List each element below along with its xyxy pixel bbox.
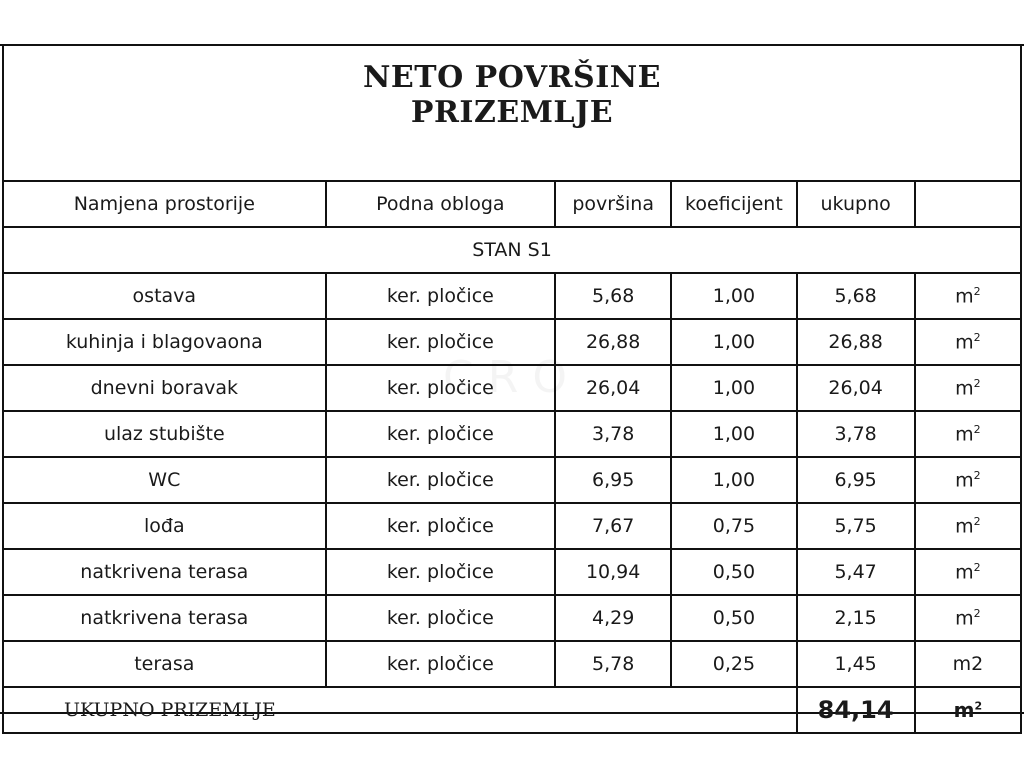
cell-unit: $m^2$ bbox=[915, 457, 1021, 503]
cell-total: 26,04 bbox=[797, 365, 915, 411]
cell-room-purpose: WC bbox=[3, 457, 326, 503]
cell-coefficient: 1,00 bbox=[671, 411, 796, 457]
cell-floor-covering: ker. pločice bbox=[326, 457, 555, 503]
cell-room-purpose: natkrivena terasa bbox=[3, 595, 326, 641]
areas-table bbox=[2, 180, 1022, 734]
header-area: površina bbox=[555, 181, 671, 227]
header-room-purpose: Namjena prostorije bbox=[3, 181, 326, 227]
cell-coefficient: 1,00 bbox=[671, 457, 796, 503]
page-title bbox=[0, 60, 1024, 131]
group-label-stan-s1: STAN S1 bbox=[3, 227, 1021, 273]
table-row bbox=[3, 457, 1021, 503]
cell-floor-covering: ker. pločice bbox=[326, 549, 555, 595]
cell-area: 10,94 bbox=[555, 549, 671, 595]
cell-coefficient: 0,75 bbox=[671, 503, 796, 549]
table-row bbox=[3, 365, 1021, 411]
header-floor-covering: Podna obloga bbox=[326, 181, 555, 227]
cell-coefficient: 1,00 bbox=[671, 319, 796, 365]
cell-area: 4,29 bbox=[555, 595, 671, 641]
cell-area: 7,67 bbox=[555, 503, 671, 549]
cell-unit: $m^2$ bbox=[915, 549, 1021, 595]
page-title-line-1: NETO POVRŠINE bbox=[362, 60, 662, 95]
cell-total: 3,78 bbox=[797, 411, 915, 457]
table-row bbox=[3, 273, 1021, 319]
cell-room-purpose: ostava bbox=[3, 273, 326, 319]
cell-area: 26,88 bbox=[555, 319, 671, 365]
cell-coefficient: 0,50 bbox=[671, 595, 796, 641]
summary-row bbox=[3, 687, 1021, 733]
cell-room-purpose: kuhinja i blagovaona bbox=[3, 319, 326, 365]
cell-area: 5,78 bbox=[555, 641, 671, 687]
header-unit bbox=[915, 181, 1021, 227]
cell-total: 5,75 bbox=[797, 503, 915, 549]
cell-floor-covering: ker. pločice bbox=[326, 411, 555, 457]
cell-floor-covering: ker. pločice bbox=[326, 365, 555, 411]
table-row bbox=[3, 411, 1021, 457]
cell-coefficient: 0,50 bbox=[671, 549, 796, 595]
cell-floor-covering: ker. pločice bbox=[326, 641, 555, 687]
table-header-row bbox=[3, 181, 1021, 227]
header-total: ukupno bbox=[797, 181, 915, 227]
cell-total: 6,95 bbox=[797, 457, 915, 503]
cell-room-purpose: terasa bbox=[3, 641, 326, 687]
cell-room-purpose: lođa bbox=[3, 503, 326, 549]
cell-coefficient: 1,00 bbox=[671, 365, 796, 411]
summary-unit: $m^2$ bbox=[915, 687, 1021, 733]
table-row bbox=[3, 503, 1021, 549]
cell-floor-covering: ker. pločice bbox=[326, 595, 555, 641]
cell-room-purpose: natkrivena terasa bbox=[3, 549, 326, 595]
cell-unit: $m^2$ bbox=[915, 503, 1021, 549]
cell-total: 5,47 bbox=[797, 549, 915, 595]
cell-unit: $m^2$ bbox=[915, 411, 1021, 457]
cell-floor-covering: ker. pločice bbox=[326, 273, 555, 319]
header-coefficient: koeficijent bbox=[671, 181, 796, 227]
cell-room-purpose: ulaz stubište bbox=[3, 411, 326, 457]
cell-area: 26,04 bbox=[555, 365, 671, 411]
cell-unit: $m^2$ bbox=[915, 595, 1021, 641]
cell-total: 5,68 bbox=[797, 273, 915, 319]
cell-room-purpose: dnevni boravak bbox=[3, 365, 326, 411]
summary-value: 84,14 bbox=[797, 687, 915, 733]
cell-coefficient: 1,00 bbox=[671, 273, 796, 319]
cell-unit: m2 bbox=[915, 641, 1021, 687]
cell-floor-covering: ker. pločice bbox=[326, 503, 555, 549]
page-border-top bbox=[0, 44, 1024, 46]
table-row bbox=[3, 319, 1021, 365]
cell-area: 3,78 bbox=[555, 411, 671, 457]
cell-unit: $m^2$ bbox=[915, 365, 1021, 411]
cell-total: 1,45 bbox=[797, 641, 915, 687]
cell-unit: $m^2$ bbox=[915, 273, 1021, 319]
cell-area: 6,95 bbox=[555, 457, 671, 503]
table-row bbox=[3, 641, 1021, 687]
cell-area: 5,68 bbox=[555, 273, 671, 319]
table-row bbox=[3, 549, 1021, 595]
page-title-line-2: PRIZEMLJE bbox=[410, 95, 614, 131]
cell-floor-covering: ker. pločice bbox=[326, 319, 555, 365]
cell-total: 26,88 bbox=[797, 319, 915, 365]
summary-label: UKUPNO PRIZEMLJE bbox=[3, 687, 797, 733]
cell-coefficient: 0,25 bbox=[671, 641, 796, 687]
table-row bbox=[3, 595, 1021, 641]
cell-total: 2,15 bbox=[797, 595, 915, 641]
cell-unit: $m^2$ bbox=[915, 319, 1021, 365]
group-header-row bbox=[3, 227, 1021, 273]
